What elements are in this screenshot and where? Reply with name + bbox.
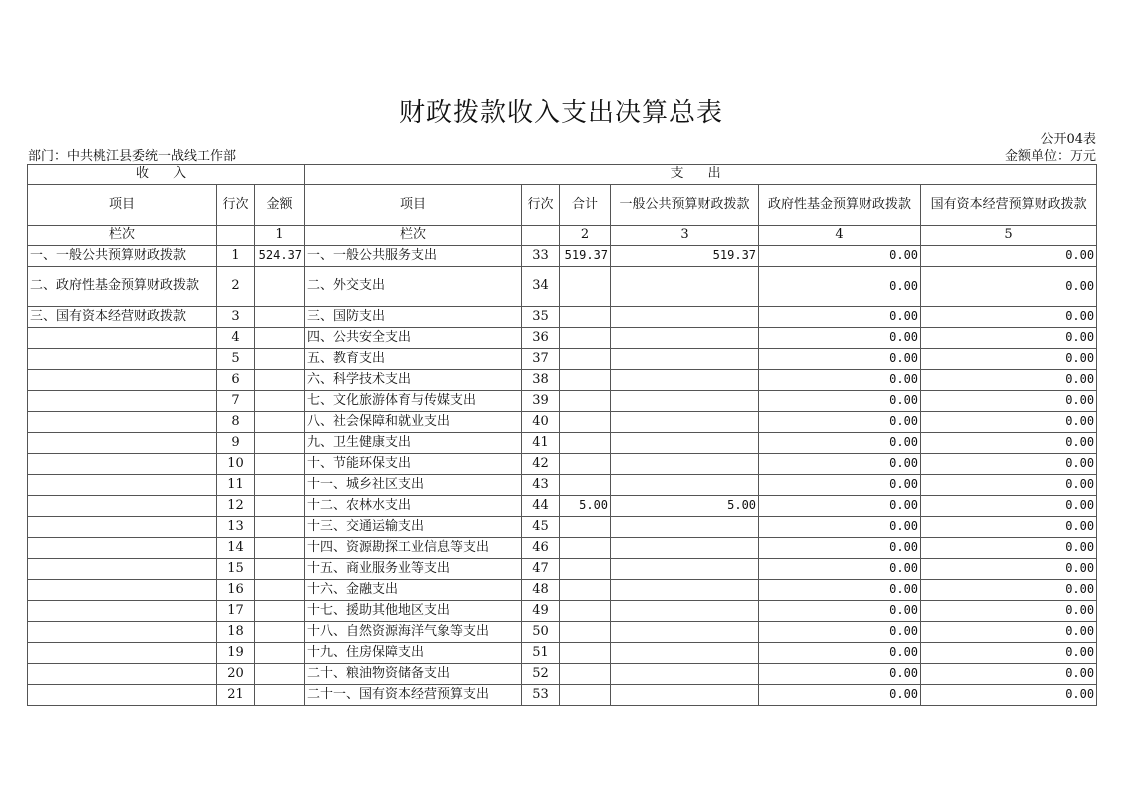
income-item-cell [28, 685, 217, 706]
income-amount-cell: 524.37 [255, 246, 305, 267]
index-col2: 2 [560, 226, 611, 246]
total-cell [560, 454, 611, 475]
table-row [28, 664, 1097, 685]
expense-row-no-cell: 36 [522, 328, 560, 349]
expense-item-cell: 十二、农林水支出 [305, 496, 522, 517]
index-col4: 4 [759, 226, 921, 246]
expense-row-no-cell: 42 [522, 454, 560, 475]
general-budget-cell [611, 267, 759, 307]
expense-item-cell: 二、外交支出 [305, 267, 522, 307]
expense-item-cell: 九、卫生健康支出 [305, 433, 522, 454]
table-row [28, 246, 1097, 267]
index-col5: 5 [921, 226, 1097, 246]
expense-row-no-cell: 41 [522, 433, 560, 454]
income-amount-header: 金额 [255, 185, 305, 226]
income-amount-cell [255, 622, 305, 643]
income-amount-cell [255, 559, 305, 580]
general-budget-cell [611, 454, 759, 475]
header-row-columns [28, 185, 1097, 226]
general-budget-cell [611, 685, 759, 706]
income-amount-cell [255, 349, 305, 370]
gov-fund-cell: 0.00 [759, 370, 921, 391]
income-row-no-cell: 7 [217, 391, 255, 412]
gov-fund-cell: 0.00 [759, 454, 921, 475]
state-capital-cell: 0.00 [921, 685, 1097, 706]
expense-index-blank [522, 226, 560, 246]
income-amount-cell [255, 412, 305, 433]
income-row-no-cell: 13 [217, 517, 255, 538]
expense-row-no-cell: 50 [522, 622, 560, 643]
general-budget-cell [611, 580, 759, 601]
expense-index-label: 栏次 [305, 226, 522, 246]
income-row-no-cell: 5 [217, 349, 255, 370]
general-budget-cell [611, 559, 759, 580]
expense-row-no-cell: 46 [522, 538, 560, 559]
income-amount-cell [255, 267, 305, 307]
income-amount-cell [255, 517, 305, 538]
income-amount-cell [255, 664, 305, 685]
gov-fund-cell: 0.00 [759, 412, 921, 433]
general-budget-cell: 5.00 [611, 496, 759, 517]
income-item-cell [28, 601, 217, 622]
state-capital-cell: 0.00 [921, 349, 1097, 370]
income-row-no-cell: 20 [217, 664, 255, 685]
expense-row-no-cell: 52 [522, 664, 560, 685]
general-budget-cell [611, 622, 759, 643]
expense-item-cell: 十六、金融支出 [305, 580, 522, 601]
expense-item-cell: 十三、交通运输支出 [305, 517, 522, 538]
total-cell [560, 307, 611, 328]
page-title: 财政拨款收入支出决算总表 [398, 98, 723, 128]
total-header: 合计 [560, 185, 611, 226]
total-cell [560, 685, 611, 706]
expense-row-no-cell: 45 [522, 517, 560, 538]
gov-fund-cell: 0.00 [759, 349, 921, 370]
income-item-cell [28, 580, 217, 601]
total-cell [560, 328, 611, 349]
total-cell [560, 538, 611, 559]
income-row-no-cell: 21 [217, 685, 255, 706]
table-row [28, 601, 1097, 622]
state-capital-cell: 0.00 [921, 517, 1097, 538]
index-col3: 3 [611, 226, 759, 246]
total-cell [560, 267, 611, 307]
expense-item-header: 项目 [305, 185, 522, 226]
expense-item-cell: 十八、自然资源海洋气象等支出 [305, 622, 522, 643]
table-row [28, 643, 1097, 664]
income-row-no-cell: 12 [217, 496, 255, 517]
income-item-cell [28, 349, 217, 370]
state-capital-cell: 0.00 [921, 412, 1097, 433]
expense-row-no-cell: 44 [522, 496, 560, 517]
general-budget-cell [611, 475, 759, 496]
total-cell [560, 349, 611, 370]
total-cell [560, 412, 611, 433]
expense-row-no-cell: 40 [522, 412, 560, 433]
income-amount-cell [255, 370, 305, 391]
gov-fund-cell: 0.00 [759, 664, 921, 685]
gov-fund-cell: 0.00 [759, 559, 921, 580]
income-amount-cell [255, 580, 305, 601]
expense-row-no-header: 行次 [522, 185, 560, 226]
income-section-header: 收 入 [28, 165, 305, 185]
table-row [28, 559, 1097, 580]
gov-fund-cell: 0.00 [759, 622, 921, 643]
general-budget-cell [611, 412, 759, 433]
gov-fund-header: 政府性基金预算财政拨款 [759, 185, 921, 226]
income-row-no-cell: 16 [217, 580, 255, 601]
expense-row-no-cell: 37 [522, 349, 560, 370]
gov-fund-cell: 0.00 [759, 538, 921, 559]
expense-item-cell: 五、教育支出 [305, 349, 522, 370]
expense-item-cell: 六、科学技术支出 [305, 370, 522, 391]
general-budget-cell [611, 643, 759, 664]
fiscal-table [27, 164, 1097, 706]
income-amount-cell [255, 685, 305, 706]
general-budget-cell [611, 391, 759, 412]
gov-fund-cell: 0.00 [759, 601, 921, 622]
general-budget-cell: 519.37 [611, 246, 759, 267]
income-item-cell [28, 496, 217, 517]
income-amount-cell [255, 496, 305, 517]
income-item-cell [28, 643, 217, 664]
gov-fund-cell: 0.00 [759, 475, 921, 496]
state-capital-cell: 0.00 [921, 496, 1097, 517]
total-cell [560, 370, 611, 391]
income-row-no-header: 行次 [217, 185, 255, 226]
state-capital-cell: 0.00 [921, 246, 1097, 267]
general-budget-cell [611, 349, 759, 370]
income-row-no-cell: 17 [217, 601, 255, 622]
expense-row-no-cell: 33 [522, 246, 560, 267]
expense-item-cell: 四、公共安全支出 [305, 328, 522, 349]
general-budget-cell [611, 517, 759, 538]
form-code: 公开04表 [1040, 132, 1096, 147]
general-budget-cell [611, 307, 759, 328]
income-amount-cell [255, 601, 305, 622]
income-amount-cell [255, 643, 305, 664]
income-item-cell: 三、国有资本经营财政拨款 [28, 307, 217, 328]
income-row-no-cell: 6 [217, 370, 255, 391]
income-item-cell [28, 517, 217, 538]
expense-row-no-cell: 43 [522, 475, 560, 496]
state-capital-cell: 0.00 [921, 643, 1097, 664]
expense-item-cell: 二十一、国有资本经营预算支出 [305, 685, 522, 706]
income-index-blank [217, 226, 255, 246]
state-capital-cell: 0.00 [921, 580, 1097, 601]
state-capital-cell: 0.00 [921, 559, 1097, 580]
expense-item-cell: 十、节能环保支出 [305, 454, 522, 475]
state-capital-cell: 0.00 [921, 328, 1097, 349]
expense-row-no-cell: 47 [522, 559, 560, 580]
unit-label: 金额单位：万元 [1004, 149, 1096, 164]
table-row [28, 538, 1097, 559]
income-item-cell [28, 391, 217, 412]
income-row-no-cell: 14 [217, 538, 255, 559]
state-capital-cell: 0.00 [921, 370, 1097, 391]
state-capital-cell: 0.00 [921, 538, 1097, 559]
table-row [28, 391, 1097, 412]
state-capital-cell: 0.00 [921, 475, 1097, 496]
table-row [28, 412, 1097, 433]
table-row [28, 370, 1097, 391]
state-capital-cell: 0.00 [921, 267, 1097, 307]
table-row [28, 517, 1097, 538]
income-item-cell: 二、政府性基金预算财政拨款 [28, 267, 217, 307]
income-item-cell [28, 328, 217, 349]
income-row-no-cell: 2 [217, 267, 255, 307]
total-cell [560, 643, 611, 664]
table-row [28, 267, 1097, 307]
income-row-no-cell: 8 [217, 412, 255, 433]
expense-row-no-cell: 51 [522, 643, 560, 664]
total-cell [560, 664, 611, 685]
income-item-cell [28, 559, 217, 580]
income-index-label: 栏次 [28, 226, 217, 246]
expense-row-no-cell: 38 [522, 370, 560, 391]
income-item-cell: 一、一般公共预算财政拨款 [28, 246, 217, 267]
income-row-no-cell: 1 [217, 246, 255, 267]
income-item-cell [28, 664, 217, 685]
state-capital-header: 国有资本经营预算财政拨款 [921, 185, 1097, 226]
income-row-no-cell: 18 [217, 622, 255, 643]
index-col1: 1 [255, 226, 305, 246]
gov-fund-cell: 0.00 [759, 685, 921, 706]
expense-item-cell: 十四、资源勘探工业信息等支出 [305, 538, 522, 559]
general-budget-cell [611, 601, 759, 622]
total-cell [560, 433, 611, 454]
income-row-no-cell: 3 [217, 307, 255, 328]
gov-fund-cell: 0.00 [759, 267, 921, 307]
income-row-no-cell: 9 [217, 433, 255, 454]
expense-item-cell: 八、社会保障和就业支出 [305, 412, 522, 433]
expense-row-no-cell: 39 [522, 391, 560, 412]
general-budget-cell [611, 664, 759, 685]
general-budget-cell [611, 433, 759, 454]
expense-row-no-cell: 53 [522, 685, 560, 706]
table-row [28, 328, 1097, 349]
table-row [28, 349, 1097, 370]
state-capital-cell: 0.00 [921, 391, 1097, 412]
table-row [28, 580, 1097, 601]
general-budget-cell [611, 328, 759, 349]
gov-fund-cell: 0.00 [759, 433, 921, 454]
income-row-no-cell: 19 [217, 643, 255, 664]
income-item-cell [28, 412, 217, 433]
income-row-no-cell: 4 [217, 328, 255, 349]
state-capital-cell: 0.00 [921, 433, 1097, 454]
table-row [28, 496, 1097, 517]
state-capital-cell: 0.00 [921, 454, 1097, 475]
state-capital-cell: 0.00 [921, 307, 1097, 328]
department-label: 部门：中共桃江县委统一战线工作部 [28, 149, 237, 164]
expense-row-no-cell: 35 [522, 307, 560, 328]
expense-item-cell: 十一、城乡社区支出 [305, 475, 522, 496]
income-item-cell [28, 433, 217, 454]
total-cell [560, 622, 611, 643]
gov-fund-cell: 0.00 [759, 246, 921, 267]
gov-fund-cell: 0.00 [759, 307, 921, 328]
general-budget-cell [611, 538, 759, 559]
income-row-no-cell: 11 [217, 475, 255, 496]
expense-item-cell: 三、国防支出 [305, 307, 522, 328]
income-item-header: 项目 [28, 185, 217, 226]
gov-fund-cell: 0.00 [759, 328, 921, 349]
income-amount-cell [255, 307, 305, 328]
income-item-cell [28, 538, 217, 559]
expense-item-cell: 十五、商业服务业等支出 [305, 559, 522, 580]
general-budget-cell [611, 370, 759, 391]
income-amount-cell [255, 391, 305, 412]
gov-fund-cell: 0.00 [759, 580, 921, 601]
table-row [28, 433, 1097, 454]
income-amount-cell [255, 538, 305, 559]
header-row-sections [28, 165, 1097, 185]
expense-item-cell: 一、一般公共服务支出 [305, 246, 522, 267]
gov-fund-cell: 0.00 [759, 496, 921, 517]
gov-fund-cell: 0.00 [759, 643, 921, 664]
total-cell [560, 517, 611, 538]
table-row [28, 622, 1097, 643]
table-row [28, 454, 1097, 475]
income-amount-cell [255, 328, 305, 349]
state-capital-cell: 0.00 [921, 664, 1097, 685]
gov-fund-cell: 0.00 [759, 517, 921, 538]
expense-item-cell: 二十、粮油物资储备支出 [305, 664, 522, 685]
income-amount-cell [255, 475, 305, 496]
general-budget-header: 一般公共预算财政拨款 [611, 185, 759, 226]
total-cell [560, 559, 611, 580]
header-row-index [28, 226, 1097, 246]
expense-item-cell: 十七、援助其他地区支出 [305, 601, 522, 622]
expense-row-no-cell: 48 [522, 580, 560, 601]
gov-fund-cell: 0.00 [759, 391, 921, 412]
total-cell: 5.00 [560, 496, 611, 517]
expense-item-cell: 七、文化旅游体育与传媒支出 [305, 391, 522, 412]
table-row [28, 475, 1097, 496]
expense-row-no-cell: 49 [522, 601, 560, 622]
table-row [28, 685, 1097, 706]
income-item-cell [28, 454, 217, 475]
state-capital-cell: 0.00 [921, 601, 1097, 622]
total-cell [560, 601, 611, 622]
income-amount-cell [255, 454, 305, 475]
total-cell [560, 475, 611, 496]
income-row-no-cell: 10 [217, 454, 255, 475]
state-capital-cell: 0.00 [921, 622, 1097, 643]
total-cell [560, 391, 611, 412]
income-item-cell [28, 370, 217, 391]
total-cell: 519.37 [560, 246, 611, 267]
total-cell [560, 580, 611, 601]
income-item-cell [28, 475, 217, 496]
income-amount-cell [255, 433, 305, 454]
expense-section-header: 支 出 [305, 165, 1097, 185]
income-row-no-cell: 15 [217, 559, 255, 580]
income-item-cell [28, 622, 217, 643]
expense-item-cell: 十九、住房保障支出 [305, 643, 522, 664]
table-row [28, 307, 1097, 328]
expense-row-no-cell: 34 [522, 267, 560, 307]
